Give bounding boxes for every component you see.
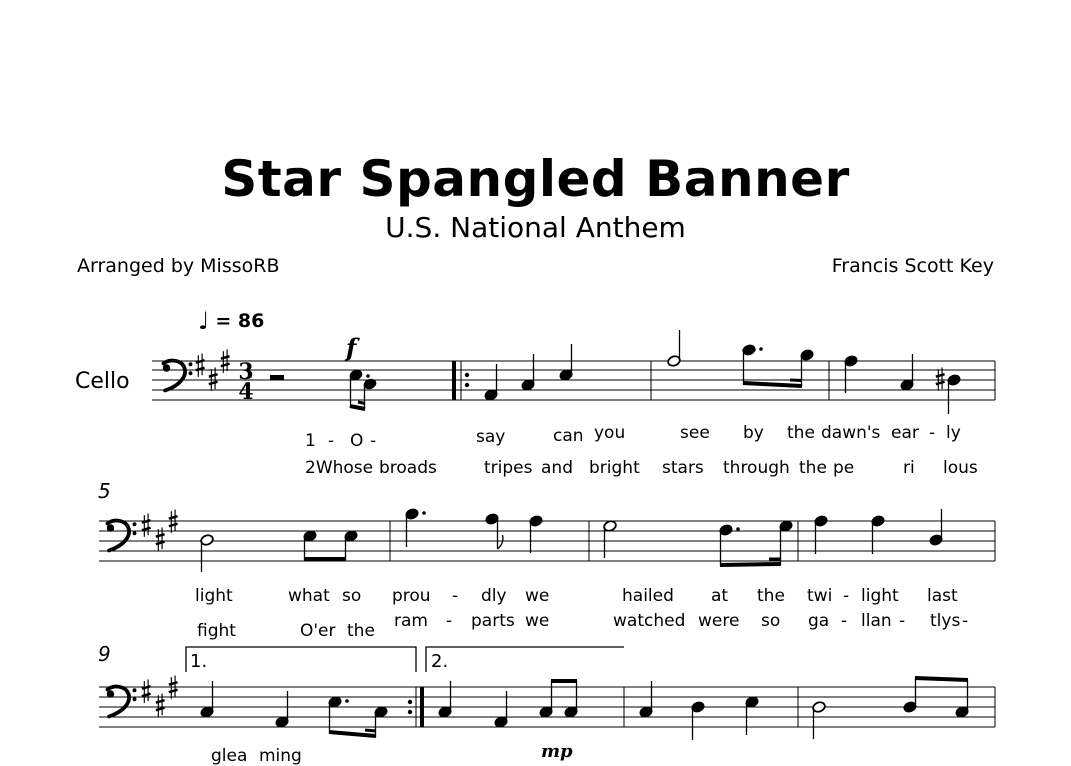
- lyric-syllable: can: [553, 426, 584, 446]
- lyric-syllable: ri: [903, 458, 915, 478]
- tempo-value: = 86: [215, 310, 265, 332]
- volta-2-label: 2.: [431, 651, 449, 672]
- staff-system-2: [99, 521, 995, 561]
- lyric-syllable: twi: [807, 586, 833, 606]
- lyric-syllable: dawn's: [821, 423, 881, 443]
- measure-number-9: 9: [98, 642, 111, 666]
- time-signature-bottom: 4: [238, 379, 254, 405]
- lyric-syllable: -: [962, 611, 969, 631]
- lyric-syllable: broads: [379, 458, 437, 478]
- lyric-syllable: lous: [943, 458, 978, 478]
- lyric-syllable: O'er: [300, 621, 336, 641]
- lyric-syllable: through: [723, 458, 790, 478]
- time-signature: [238, 359, 253, 405]
- lyric-syllable: we: [525, 611, 550, 631]
- volta-bracket-1: [186, 647, 416, 672]
- lyric-syllable: glea: [211, 746, 248, 766]
- lyric-syllable: bright: [589, 458, 640, 478]
- lyric-syllable: so: [761, 611, 781, 631]
- note-group: [484, 344, 573, 401]
- lyric-syllable: the: [347, 621, 375, 641]
- lyric-syllable: ga: [808, 611, 830, 631]
- measure-number-5: 5: [98, 479, 111, 503]
- lyric-syllable: and: [541, 458, 573, 478]
- lyric-syllable: see: [680, 423, 710, 443]
- lyric-syllable: prou: [392, 586, 431, 606]
- lyric-syllable: were: [698, 611, 740, 631]
- lyric-syllable: light: [861, 586, 899, 606]
- half-rest: [270, 375, 284, 380]
- lyric-syllable: ear: [891, 423, 919, 443]
- lyric-syllable: tlys: [930, 611, 961, 631]
- lyric-syllable: fight: [197, 621, 236, 641]
- lyric-syllable: the: [799, 458, 827, 478]
- lyric-syllable: we: [525, 586, 550, 606]
- volta-1-label: 1.: [190, 651, 208, 672]
- note-group: [812, 677, 969, 739]
- composer-credit: Francis Scott Key: [831, 255, 994, 277]
- staff-system-1: [152, 361, 995, 400]
- time-signature-top: 3: [238, 359, 254, 385]
- lyric-syllable: say: [476, 427, 506, 447]
- lyric-syllable: llan: [861, 611, 892, 631]
- lyric-syllable: ming: [259, 746, 302, 766]
- lyric-syllable: -: [452, 586, 459, 606]
- lyric-syllable: -: [328, 431, 335, 451]
- arranger-credit: Arranged by MissoRB: [77, 255, 280, 277]
- lyric-syllable: parts: [471, 611, 515, 631]
- lyric-syllable: O: [350, 431, 364, 451]
- lyric-syllable: last: [927, 586, 958, 606]
- page-title: Star Spangled Banner: [221, 150, 850, 208]
- instrument-label: Cello: [75, 369, 130, 394]
- lyric-syllable: the: [787, 423, 815, 443]
- note-group: [200, 681, 388, 737]
- dynamic-mezzo-piano: mp: [541, 741, 573, 762]
- volta-bracket-2: [426, 647, 624, 672]
- lyric-syllable: dly: [481, 586, 507, 606]
- lyric-syllable: 1: [305, 431, 316, 451]
- note-group: [639, 681, 759, 740]
- lyric-syllable: hailed: [622, 586, 674, 606]
- lyric-syllable: ram: [394, 611, 428, 631]
- note-group: [349, 369, 377, 410]
- note-group: [844, 354, 961, 414]
- page-subtitle: U.S. National Anthem: [385, 211, 686, 244]
- note-group: [603, 520, 793, 566]
- lyric-syllable: the: [757, 586, 785, 606]
- lyric-syllable: so: [342, 586, 362, 606]
- quarter-note-icon: ♩: [198, 307, 210, 335]
- lyric-syllable: you: [594, 423, 626, 443]
- lyric-syllable: what: [288, 586, 330, 606]
- lyric-syllable: pe: [833, 458, 855, 478]
- lyric-syllable: -: [841, 611, 848, 631]
- lyric-syllable: light: [195, 586, 233, 606]
- lyric-syllable: at: [711, 586, 729, 606]
- lyric-syllable: -: [843, 586, 850, 606]
- key-signature: [142, 510, 178, 551]
- dynamic-forte: f: [346, 333, 357, 362]
- lyric-syllable: -: [929, 423, 936, 443]
- lyric-syllable: stars: [662, 458, 704, 478]
- lyric-syllable: 2Whose: [305, 458, 374, 478]
- lyric-syllable: watched: [613, 611, 686, 631]
- bass-clef-icon: [107, 687, 137, 717]
- lyric-syllable: -: [446, 611, 453, 631]
- note-group: [405, 508, 543, 553]
- lyric-syllable: tripes: [484, 458, 533, 478]
- bass-clef-icon: [163, 361, 193, 391]
- bass-clef-icon: [107, 521, 137, 551]
- note-group: [667, 330, 814, 386]
- key-signature: [142, 676, 178, 717]
- lyric-syllable: by: [743, 423, 764, 443]
- lyric-syllable: -: [899, 611, 906, 631]
- lyric-syllable: -: [370, 431, 377, 451]
- lyric-syllable: ly: [946, 423, 961, 443]
- sharp-accidental-icon: [936, 368, 945, 391]
